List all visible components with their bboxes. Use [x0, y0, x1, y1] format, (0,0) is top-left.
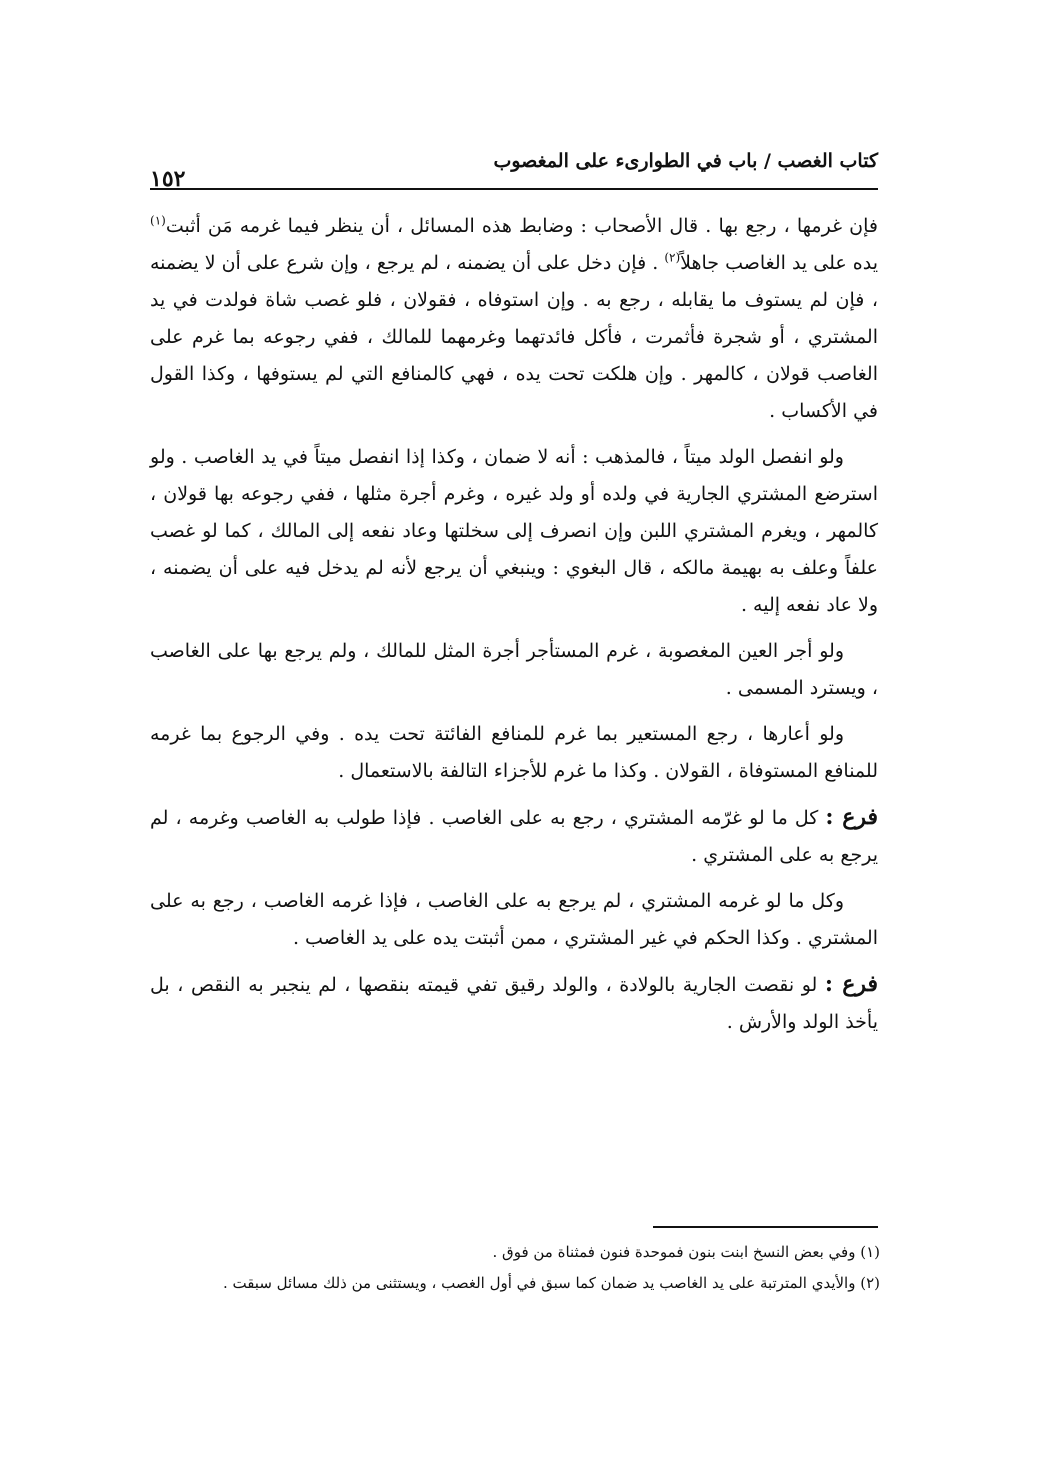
header-rule: [150, 188, 878, 190]
paragraph-3: ولو أجر العين المغصوبة ، غرم المستأجر أجرة المثل للمالك ، ولم يرجع بها على الغاصب ، ويسترد المسمى .: [150, 640, 878, 699]
paragraph-5: [150, 799, 878, 874]
page-number: ١٥٢: [150, 166, 186, 192]
footnote-1: (١) وفي بعض النسخ ابنت بنون فموحدة فنون فمثناة من فوق .: [492, 1243, 880, 1261]
paragraph-7-text: لو نقصت الجارية بالولادة ، والولد رقيق تفي قيمته بنقصها ، لم ينجبر به النقص ، بل يأخذ الولد والأرش .: [150, 974, 878, 1033]
footnote-separator: [653, 1226, 878, 1228]
main-text: [150, 208, 878, 1050]
footnote-ref-2: (٢): [664, 250, 681, 265]
footnote-ref-1: (١): [150, 213, 166, 228]
paragraph-1-part-a: فإن غرمها ، رجع بها . قال الأصحاب : وضابط هذه المسائل ، أن ينظر فيما غرمه مَن أثبت: [165, 215, 878, 237]
footnote-2: (٢) والأيدي المترتبة على يد الغاصب يد ضمان كما سبق في أول الغصب ، ويستثنى من ذلك مسائل سبقت .: [222, 1274, 880, 1292]
paragraph-7: [150, 966, 878, 1041]
paragraph-1-part-b: يده على يد الغاصب جاهلاً: [680, 252, 878, 274]
section-label-far-2: فرع :: [824, 971, 878, 997]
paragraph-1-part-c: . فإن دخل على أن يضمنه ، لم يرجع ، وإن شرع على أن لا يضمنه ، فإن لم يستوف ما يقابله ، رجع به . وإن استوفاه ، فقولان ، فلو غصب شاة فولدت في يد المشتري ، أو شجرة فأثمرت ، فأكل فائدتهما وغرمهما للمالك ، ففي رجوعه بما غرم على الغاصب قولان ، كالمهر . وإن هلكت تحت يده ، فهي كالمنافع التي لم يستوفها ، وكذا القول في الأكساب .: [150, 252, 878, 422]
paragraph-1: [150, 208, 878, 430]
header-title: كتاب الغصب / باب في الطوارىء على المغصوب: [493, 150, 878, 172]
paragraph-4: ولو أعارها ، رجع المستعير بما غرم للمنافع الفائتة تحت يده . وفي الرجوع بما غرمه للمنافع المستوفاة ، القولان . وكذا ما غرم للأجزاء التالفة بالاستعمال .: [150, 723, 878, 782]
paragraph-5-text: كل ما لو غرّمه المشتري ، رجع به على الغاصب . فإذا طولب به الغاصب وغرمه ، لم يرجع به على المشتري .: [150, 807, 878, 866]
paragraph-6: وكل ما لو غرمه المشتري ، لم يرجع به على الغاصب ، فإذا غرمه الغاصب ، رجع به على المشتري . وكذا الحكم في غير المشتري ، ممن أثبتت يده على يد الغاصب .: [150, 890, 878, 949]
footnotes: [130, 1238, 880, 1300]
paragraph-2: ولو انفصل الولد ميتاً ، فالمذهب : أنه لا ضمان ، وكذا إذا انفصل ميتاً في يد الغاصب . ولو استرضع المشتري الجارية في ولده أو ولد غيره ، وغرم أجرة مثلها ، ففي رجوعه بها قولان ، كالمهر ، ويغرم المشتري اللبن وإن انصرف إلى سخلتها وعاد نفعه إلى المالك ، كما لو غصب علفاً وعلف به بهيمة مالكه ، قال البغوي : وينبغي أن يرجع لأنه لم يدخل فيه على أن يضمنه ، ولا عاد نفعه إليه .: [150, 446, 878, 616]
section-label-far: فرع :: [825, 804, 879, 830]
